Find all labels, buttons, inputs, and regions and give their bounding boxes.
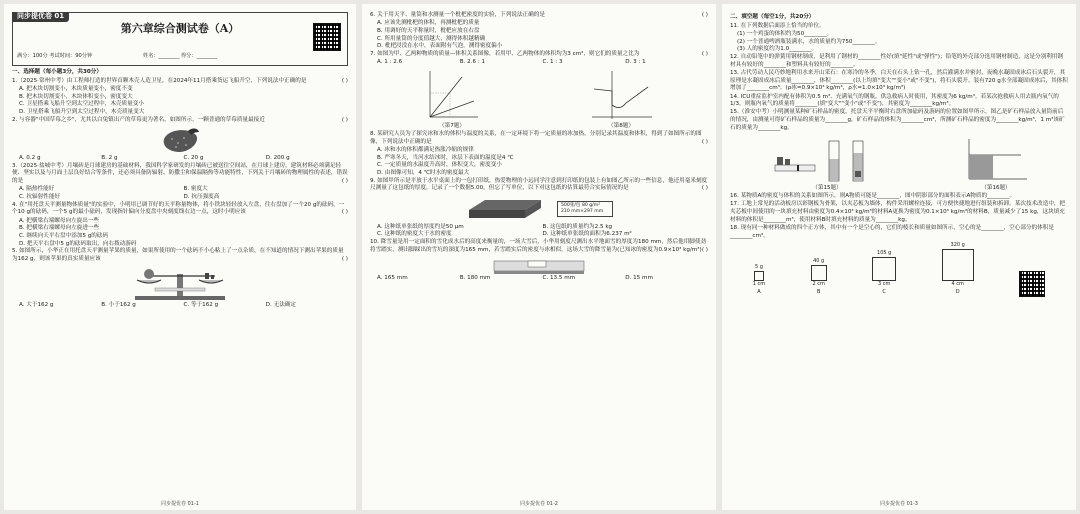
- options-row: A. 这种纸单张纸的厚度约是50 μm B. 这包纸的质量约为2.5 kg: [377, 223, 613, 230]
- cube-name: A: [757, 289, 761, 296]
- option: B. 严寒冬天，当河水结冰时，冰层下表面的温度是4 ℃: [377, 154, 514, 161]
- figure-15: [767, 135, 887, 193]
- options-row: A. 0.2 g B. 2 g C. 20 g D. 200 g: [19, 154, 290, 161]
- question-13: 13. 古代劳动人民巧妙地利用水来开山采石：在寒冷的冬季，白天在石头上钻一孔，然后灌满水并密封，夜晚水凝固成冰后石头裂开，其原理是水凝固成冰后质量________，体积________(以上均填"变大""变小"或"不变")，将石头裂开。装有720 g水全部凝固成冰后，其体积增加了________cm³。(ρ冰=0.9×10³ kg/m³，ρ水=1.0×10³ kg/m³): [730, 69, 1068, 92]
- option: C. 继续向天平右盘中添加5 g的砝码: [19, 232, 109, 239]
- score-time: 满分：100分 考试时间：90分钟: [17, 53, 93, 60]
- option: B. 把木块切割变小，木块体积变小，密度变大: [19, 93, 133, 100]
- question-7: 7. 如图为甲、乙两种物质的质量—体积关系图像，若用甲、乙两物体的体积均为3 cm³，则它们的质量之比为 ( ): [370, 51, 708, 58]
- cube-name: B: [816, 289, 821, 296]
- paper-package-label: 500张/包 80 g/m² 210 mm×297 mm: [557, 201, 613, 217]
- figures-7-8: [370, 67, 708, 131]
- strawberry-figure: [12, 125, 348, 155]
- option: B. 用调好的天平称量时，枇杷应放在右盘: [377, 27, 480, 34]
- blank-item: (3) 人的密度约为1.0________。: [737, 46, 818, 53]
- options-row: A. 1 : 2.6 B. 2.6 : 1 C. 1 : 3 D. 3 : 1: [377, 59, 646, 66]
- question-5: 5. 如图所示，小华正在用托盘天平测量苹果的质量，如果所使用的一个砝码不小心粘上了一点杂质，在不知道的情况下测出苹果的质量为162 g，则该苹果的真实质量应该 ( ): [12, 248, 348, 263]
- question-12: 12. 自动铅笔中的弹簧用钢材制成，是利用了钢材的________性好(填"延性"或"弹性")；铅笔的外壳部分选用钢材制造，这是分别利用钢材具有较好的________和塑料具有较好的________。: [730, 54, 1063, 68]
- page-1: [4, 4, 356, 510]
- series-tag: 同步提优卷 01: [12, 12, 69, 22]
- question-16: 16. 某物质A的密度与体积的关系如图所示，则A物质可能是________，图中阴影部分的面积表示A物质的________。: [730, 193, 1016, 200]
- option: D. 把天平右盘中5 g的砝码取出，向右拨动游码: [19, 240, 137, 247]
- figures-15-16: [730, 133, 1068, 193]
- options-row: C. 抗辐射性能好 D. 抗压强度高: [19, 193, 220, 200]
- page-footer: 同步提优卷 01-3: [880, 501, 918, 507]
- cube-b: [811, 258, 827, 297]
- figure-caption: （第16题）: [981, 185, 1011, 192]
- option: B. 把横梁右端螺母向左旋进一些: [19, 225, 100, 232]
- options-row: A. 大于162 g B. 小于162 g C. 等于162 g D. 无法确定: [19, 302, 296, 309]
- question-9: 9. 如图甲所示是平放于水平桌面上的一包打印纸，热爱物理的小远同学注意到打印纸的包装上有如图乙所示的一些信息，他还用毫米刻度尺测量了这包纸的厚度，记录了一个数据5.00，但忘了写单位，以下对这包纸的估算最符合实际情况的是 ( ): [370, 177, 708, 192]
- cube-edge: 3 cm: [877, 281, 891, 288]
- page-footer: 同步提优卷 01-2: [520, 501, 558, 507]
- page-footer: 同步提优卷 01-1: [161, 501, 199, 507]
- figure-caption: （第8题）: [608, 122, 634, 129]
- qr-code-icon: [313, 23, 341, 51]
- cube-edge: 1 cm: [752, 281, 766, 288]
- question-8: 8. 某研究人员为了探究冰和水的体积与温度的关系，在一定环境下将一定质量的冰加热，分别记录其温度和体积，得到了如图所示的图像，下列说法中正确的是 ( ): [370, 130, 708, 145]
- option: C. 卫星搭乘飞船升空到太空过程中，木壳质量变小: [19, 101, 144, 108]
- section-heading: 一、选择题（每小题3分，共30分）: [12, 69, 102, 75]
- option: A. 把木块切割变小，木块质量变小，密度不变: [19, 85, 133, 92]
- name-score-fields: 姓名：________ 得分：________: [143, 53, 218, 60]
- option: C. 一定质量的水温度升高时，体积变大，密度变小: [377, 162, 502, 169]
- question-14: 14. ICU重症监护室内配有体积为0.5 m³、充满氧气的钢瓶，供急救病人时使用，其密度为6 kg/m³。若某次抢救病人用去瓶内氧气的1/3，则瓶内氧气的质量将________(填"变大""变小"或"不变")，其密度为________kg/m³。: [730, 93, 1059, 108]
- figure-caption: （第15题）: [812, 185, 842, 192]
- question-3: 3.（2025·盐城中考）月壤砖是月球建房的基础材料，我国科学家研发的月壤砖已被送往空间站，在月球上建房，建筑材料必须满足轻便、坚实以及与月面土层良好结合等条件，还必须具备防辐射、防撒尘和保温隔热等功能特性，下列关于月壤砖的物理属性的表述，错误的是 ( ): [12, 162, 348, 185]
- question-17: 17. 工地上常见的活动板房以彩钢板为骨架，以夹芯板为墙体，构件采用螺栓连接，可方便快捷地进行组装和拆卸。某次技术改造中，把夹芯板中间使用的一块填充材料由密度为0.4×10³ kg/m³的材料A更换为密度为0.1×10³ kg/m³的材料B，质量减少了15 kg，这块填充材料的体积是________m³，使用材料B时填充材料的质量为________kg。: [730, 201, 1066, 223]
- option: A. 冰和水的体积都满足热胀冷缩的规律: [377, 146, 474, 153]
- option: C. 所用量筒的分度值越大，测得体积越精确: [377, 35, 486, 42]
- cube-mass: 105 g: [877, 249, 892, 256]
- option: D. 由图像可知，4 ℃时水的密度最大: [377, 169, 470, 176]
- option: A. 把横梁右端螺母向左旋出一些: [19, 217, 100, 224]
- question-6: 6. 关于用天平、量筒和水测量一个枇杷密度的实验，下列说法正确的是 ( ): [370, 12, 708, 18]
- test-header: [12, 12, 348, 66]
- cube-mass: 40 g: [813, 257, 825, 264]
- blank-item: (1) 一个鸡蛋的体积约为50________。: [737, 30, 833, 37]
- snow-figure: [370, 255, 708, 275]
- cube-d: [942, 242, 974, 297]
- cube-mass: 5 g: [754, 263, 763, 270]
- figure-16: [961, 135, 1031, 193]
- option: D. 枇杷浸没在水中，表面附有气泡，测得密度偏小: [377, 43, 503, 50]
- question-11: 11. 在下列数据后面添上恰当的单位。: [730, 22, 825, 29]
- cube-mass: 320 g: [950, 241, 965, 248]
- options-row: C. 这种纸的密度大于水的密度 D. 这种纸单张纸的面积为6.237 m²: [377, 231, 632, 238]
- cube-name: D: [955, 289, 960, 296]
- options-row: A. 隔热性能好 B. 密度大: [19, 186, 208, 193]
- qr-code-icon: [1019, 271, 1045, 297]
- question-15: 15.（淮安中考）小明测量某种矿石样品的密度，托盘天平平衡时右盘所加砝码及游码的位置如图甲所示，图乙是矿石样品放入量筒前后的情况，由测量可得矿石样品的质量为________g，矿石样品的体积为________cm³，所测矿石样品的密度为________kg/m³，1 m³该矿石的质量为________kg。: [730, 109, 1065, 131]
- balance-figure: [12, 264, 348, 302]
- cube-name: C: [882, 289, 886, 296]
- blank-item: (2) 一个普通啤酒瓶装满水，水的质量约为750________。: [737, 38, 881, 45]
- question-10: 10. 降雪量是用一定面积的雪化成水后的高度来衡量的，一场大雪后，小华用刻度尺测出水平地面雪的厚度为180 mm，然后他用脚使劲将雪踏实，测出脚踩出的雪坑的深度为165 mm，若雪踏实后的密度与冰相似，这场大雪的降雪量为(已知冰的密度为0.9×10³ kg/m³) ( ): [370, 238, 708, 253]
- options-row: A. 165 mm B. 180 mm C. 13.5 mm D. 15 mm: [377, 274, 653, 281]
- figure-8: [586, 67, 656, 131]
- question-4: 4. 在"用托盘天平测量物体质量"的实验中，小明用已调节好的天平称量物体，将小铁块轻轻放入左盘，往右盘加了一个20 g的砝码，一个10 g的砝码，一个5 g的最小砝码，发现指针偏向分度盘中央刻度线右边一点，这时小明应该 ( ): [12, 201, 348, 216]
- page-title: 第六章综合测试卷（A）: [120, 22, 240, 35]
- option: A. 应该先测枇杷的体积，再测枇杷的质量: [377, 20, 480, 27]
- page-2: [362, 4, 716, 510]
- figure-7: [422, 67, 482, 131]
- cube-c: [872, 250, 896, 297]
- option: D. 卫星搭乘飞船升空到太空过程中，木壳质量变大: [19, 109, 145, 116]
- section-heading: 二、填空题（每空1分，共20分）: [730, 14, 815, 20]
- paper-figure: [370, 194, 708, 224]
- cube-edge: 2 cm: [812, 281, 825, 288]
- cube-edge: 4 cm: [951, 281, 964, 288]
- cubes-figure: [730, 241, 1068, 297]
- question-2: 2. 与容器"中国草莓之乡"，尤其以白兔镇出产的草莓更为著名，如图所示，一颗普通的草莓质量最接近 ( ): [12, 116, 348, 123]
- figure-caption: （第7题）: [439, 122, 465, 129]
- question-1: 1.（2025·常州中考）由工程师打造的世界首颗木壳人造卫星，在2024年11月搭乘货运飞船升空，下列说法中正确的是 ( ): [12, 77, 348, 84]
- cube-a: [753, 264, 765, 297]
- page-3: [722, 4, 1076, 510]
- question-18: 18. 现有同一种材料做成的四个正方体，其中有一个是空心的，它们的棱长和质量如图所示，空心的是________，空心部分的体积是________cm³。: [730, 224, 1054, 239]
